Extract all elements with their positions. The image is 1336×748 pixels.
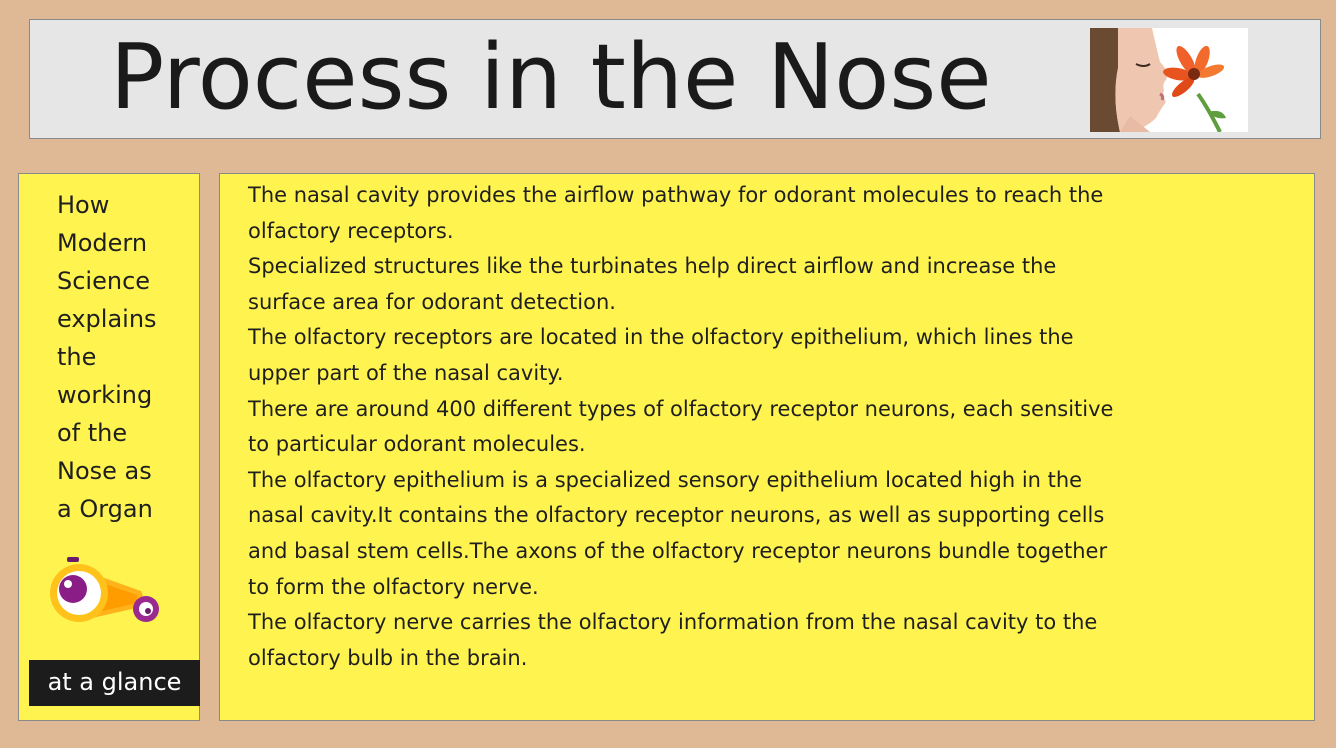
sidebar-line: How <box>57 191 110 219</box>
sidebar-line: Nose as <box>57 457 152 485</box>
content-paragraph: The olfactory nerve carries the olfactory information from the nasal cavity to the olfactory bulb in the brain. <box>248 610 1098 670</box>
content-text <box>248 178 1128 676</box>
sidebar-line: explains <box>57 305 157 333</box>
content-panel <box>219 173 1315 721</box>
sidebar-line: working <box>57 381 153 409</box>
content-paragraph: There are around 400 different types of olfactory receptor neurons, each sensitive to particular odorant molecules. <box>248 396 1114 457</box>
content-paragraph: The olfactory epithelium is a specialized sensory epithelium located high in the nasal cavity.It contains the olfactory receptor neurons, as well as supporting cells and basal stem cells.The axons of the olfactory receptor neurons bundle together to form the olfactory nerve. <box>248 467 1108 599</box>
sidebar-line: the <box>57 343 97 371</box>
sidebar-panel <box>18 173 200 721</box>
content-paragraph: Specialized structures like the turbinates help direct airflow and increase the surface area for odorant detection. <box>248 254 1057 314</box>
sidebar-line: a Organ <box>57 495 153 523</box>
at-a-glance-badge: at a glance <box>29 660 200 706</box>
sidebar-line: Modern <box>57 229 148 257</box>
sidebar-line: Science <box>57 267 151 295</box>
sidebar-line: of the <box>57 419 128 447</box>
content-paragraph: The olfactory receptors are located in the olfactory epithelium, which lines the upper part of the nasal cavity. <box>248 325 1074 385</box>
page-title: Process in the Nose <box>110 25 992 130</box>
sidebar-caption <box>57 186 197 528</box>
woman-smelling-flower-image <box>1090 28 1248 132</box>
telescope-eye-mascot-icon <box>49 557 163 627</box>
title-banner <box>29 19 1321 139</box>
content-paragraph: The nasal cavity provides the airflow pathway for odorant molecules to reach the olfactory receptors. <box>248 183 1104 243</box>
